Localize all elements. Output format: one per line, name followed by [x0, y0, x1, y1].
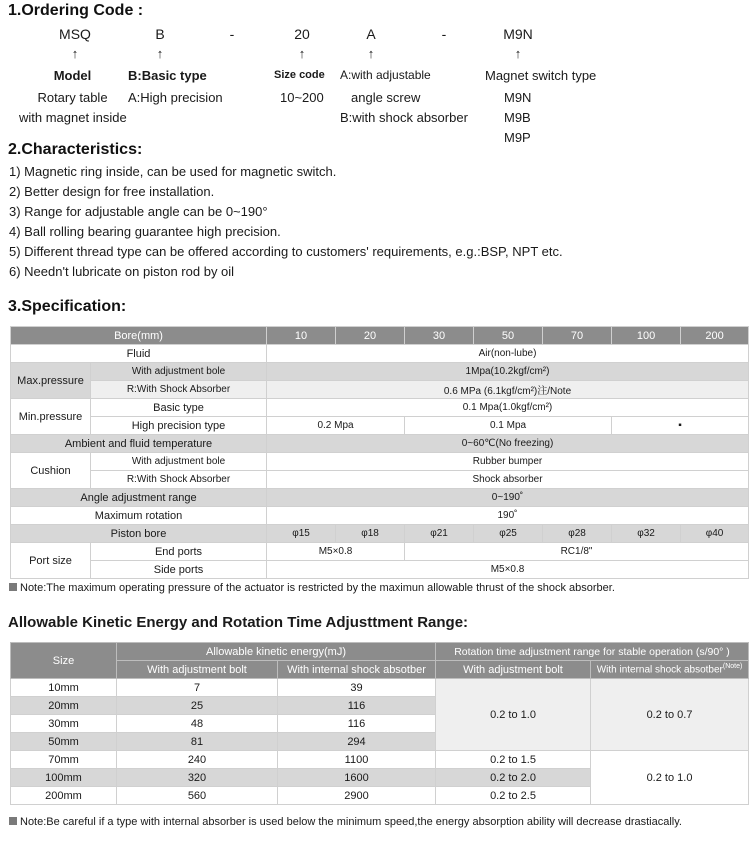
bore-value: 100 — [612, 327, 681, 345]
characteristics-list — [9, 162, 563, 282]
shock-energy-cell: 1600 — [278, 769, 436, 787]
bore-value: 20 — [336, 327, 405, 345]
code-model: MSQ — [59, 26, 91, 42]
bolt-energy-cell: 25 — [117, 697, 278, 715]
size-cell: 10mm — [11, 679, 117, 697]
angle-label: Angle adjustment range — [11, 489, 267, 507]
kinetic-heading: Allowable Kinetic Energy and Rotation Time Adjusttment Range: — [8, 614, 469, 631]
switch-type-1: M9N — [504, 90, 532, 105]
piston-value: φ25 — [474, 525, 543, 543]
basic-label: B:Basic type — [128, 68, 207, 83]
model-desc-1: Rotary table — [37, 90, 108, 105]
end-ports-value-2: RC1/8" — [405, 543, 749, 561]
spec-note-text: Note:The maximum operating pressure of the actuator is restricted by the maximun allowable thrust of the shock absorber. — [20, 582, 615, 594]
size-cell: 20mm — [11, 697, 117, 715]
spec-row-maxrot — [11, 507, 749, 525]
spec-row-cushion-adj — [11, 453, 749, 471]
table-row — [11, 679, 749, 697]
ambient-value: 0~60℃(No freezing) — [267, 435, 749, 453]
piston-value: φ18 — [336, 525, 405, 543]
maxp-adj-value: 1Mpa(10.2kgf/cm²) — [267, 363, 749, 381]
with-shock-header-2-text: With internal shock absotber — [596, 664, 723, 676]
with-shock-header: With internal shock absotber — [278, 661, 436, 679]
bolt-energy-cell: 320 — [117, 769, 278, 787]
bore-value: 30 — [405, 327, 474, 345]
end-ports-value-1: M5×0.8 — [267, 543, 405, 561]
spec-heading: 3.Specification: — [8, 298, 127, 315]
piston-value: φ32 — [612, 525, 681, 543]
characteristic-item: 6) Needn't lubricate on piston rod by oil — [9, 264, 235, 279]
maxp-shock-label: R:With Shock Absorber — [91, 381, 267, 399]
model-label: Model — [53, 68, 92, 83]
note-square-icon — [9, 817, 17, 825]
characteristic-item: 4) Ball rolling bearing guarantee high precision. — [9, 224, 281, 239]
piston-label: Piston bore — [11, 525, 267, 543]
shock-energy-cell: 116 — [278, 715, 436, 733]
piston-value: φ28 — [543, 525, 612, 543]
size-label: Size code — [274, 69, 325, 81]
port-label: Port size — [11, 543, 91, 579]
code-basic: B — [155, 26, 165, 42]
ordering-heading: 1.Ordering Code : — [8, 2, 144, 19]
minp-basic-value: 0.1 Mpa(1.0kgf/cm²) — [267, 399, 749, 417]
bolt-energy-cell: 7 — [117, 679, 278, 697]
shock-energy-cell: 116 — [278, 697, 436, 715]
note-square-icon — [9, 583, 17, 591]
minp-high-value-3: ▪ — [612, 417, 749, 435]
piston-value: φ40 — [681, 525, 749, 543]
bore-value: 70 — [543, 327, 612, 345]
kinetic-table — [10, 642, 749, 805]
fluid-value: Air(non-lube) — [267, 345, 749, 363]
spec-header-row — [11, 327, 749, 345]
spec-row-ambient — [11, 435, 749, 453]
model-desc-2: with magnet inside — [19, 110, 127, 125]
arrow-size: ↑ — [298, 46, 306, 61]
spec-row-fluid — [11, 345, 749, 363]
cushion-shock-label: R:With Shock Absorber — [91, 471, 267, 489]
table-row — [11, 751, 749, 769]
rot-bolt-70: 0.2 to 1.5 — [436, 751, 591, 769]
ambient-label: Ambient and fluid temperature — [11, 435, 267, 453]
spec-row-cushion-shock — [11, 471, 749, 489]
characteristics-heading: 2.Characteristics: — [8, 141, 143, 158]
minp-high-value-1: 0.2 Mpa — [267, 417, 405, 435]
minp-basic-label: Basic type — [91, 399, 267, 417]
switch-label: Magnet switch type — [485, 68, 597, 83]
rot-shock-large: 0.2 to 1.0 — [591, 751, 749, 805]
size-cell: 30mm — [11, 715, 117, 733]
maxp-adj-label: With adjustment bole — [91, 363, 267, 381]
arrow-model: ↑ — [71, 46, 79, 61]
size-cell: 70mm — [11, 751, 117, 769]
angle-value: 0~190˚ — [267, 489, 749, 507]
rot-bolt-200: 0.2 to 2.5 — [436, 787, 591, 805]
code-dash-2: - — [441, 26, 447, 42]
maxp-label: Max.pressure — [11, 363, 91, 399]
spec-row-side-ports — [11, 561, 749, 579]
adjust-a-line2: angle screw — [351, 90, 421, 105]
cushion-label: Cushion — [11, 453, 91, 489]
size-desc: 10~200 — [280, 90, 324, 105]
bore-value: 50 — [474, 327, 543, 345]
maxrot-label: Maximum rotation — [11, 507, 267, 525]
arrow-basic: ↑ — [156, 46, 164, 61]
side-ports-value: M5×0.8 — [267, 561, 749, 579]
kinetic-note — [9, 816, 682, 828]
bolt-energy-cell: 240 — [117, 751, 278, 769]
maxp-shock-value: 0.6 MPa (6.1kgf/cm²)注/Note — [267, 381, 749, 399]
spec-row-maxp-adj — [11, 363, 749, 381]
size-header: Size — [11, 643, 117, 679]
spec-note — [9, 582, 615, 594]
spec-row-angle — [11, 489, 749, 507]
size-cell: 200mm — [11, 787, 117, 805]
rot-shock-small: 0.2 to 0.7 — [591, 679, 749, 751]
kinetic-header-row-2 — [11, 661, 749, 679]
shock-energy-cell: 39 — [278, 679, 436, 697]
minp-high-value-2: 0.1 Mpa — [405, 417, 612, 435]
with-bolt-header-2: With adjustment bolt — [436, 661, 591, 679]
bore-value: 10 — [267, 327, 336, 345]
adjust-a-line1: A:with adjustable — [340, 68, 431, 82]
maxrot-value: 190˚ — [267, 507, 749, 525]
size-cell: 50mm — [11, 733, 117, 751]
side-ports-label: Side ports — [91, 561, 267, 579]
rotation-header: Rotation time adjustment range for stable operation (s/90° ) — [436, 643, 749, 661]
cushion-shock-value: Shock absorber — [267, 471, 749, 489]
spec-table — [10, 326, 749, 579]
bolt-energy-cell: 560 — [117, 787, 278, 805]
cushion-adj-value: Rubber bumper — [267, 453, 749, 471]
arrow-switch: ↑ — [514, 46, 522, 61]
cushion-adj-label: With adjustment bole — [91, 453, 267, 471]
adjust-b: B:with shock absorber — [340, 110, 468, 125]
kinetic-header-row-1 — [11, 643, 749, 661]
shock-energy-cell: 2900 — [278, 787, 436, 805]
with-shock-note-mark: (Note) — [722, 663, 743, 671]
basic-desc: A:High precision — [128, 90, 223, 105]
code-size: 20 — [294, 26, 310, 42]
characteristic-item: 2) Better design for free installation. — [9, 184, 215, 199]
rot-bolt-small: 0.2 to 1.0 — [436, 679, 591, 751]
spec-row-end-ports — [11, 543, 749, 561]
spec-row-maxp-shock — [11, 381, 749, 399]
kinetic-note-text: Note:Be careful if a type with internal absorber is used below the minimum speed,the energy absorption ability will decrease drastiacally. — [20, 816, 682, 828]
shock-energy-cell: 294 — [278, 733, 436, 751]
piston-value: φ21 — [405, 525, 474, 543]
piston-value: φ15 — [267, 525, 336, 543]
code-adjust: A — [366, 26, 376, 42]
rot-bolt-100: 0.2 to 2.0 — [436, 769, 591, 787]
with-shock-header-2 — [591, 661, 749, 679]
end-ports-label: End ports — [91, 543, 267, 561]
code-dash-1: - — [229, 26, 235, 42]
bore-value: 200 — [681, 327, 749, 345]
minp-high-label: High precision type — [91, 417, 267, 435]
spec-row-minp-basic — [11, 399, 749, 417]
arrow-adjust: ↑ — [367, 46, 375, 61]
spec-row-piston — [11, 525, 749, 543]
switch-type-2: M9B — [504, 110, 531, 125]
bolt-energy-cell: 81 — [117, 733, 278, 751]
energy-header: Allowable kinetic energy(mJ) — [117, 643, 436, 661]
spec-row-minp-high — [11, 417, 749, 435]
shock-energy-cell: 1100 — [278, 751, 436, 769]
size-cell: 100mm — [11, 769, 117, 787]
characteristic-item: 1) Magnetic ring inside, can be used for magnetic switch. — [9, 164, 337, 179]
with-bolt-header: With adjustment bolt — [117, 661, 278, 679]
bore-label: Bore(mm) — [11, 327, 267, 345]
bolt-energy-cell: 48 — [117, 715, 278, 733]
minp-label: Min.pressure — [11, 399, 91, 435]
characteristic-item: 5) Different thread type can be offered according to customers' requirements, e.g.:BSP, NPT etc. — [9, 244, 563, 259]
characteristic-item: 3) Range for adjustable angle can be 0~190° — [9, 204, 268, 219]
switch-type-3: M9P — [504, 130, 531, 145]
code-switch: M9N — [503, 26, 533, 42]
fluid-label: Fluid — [11, 345, 267, 363]
